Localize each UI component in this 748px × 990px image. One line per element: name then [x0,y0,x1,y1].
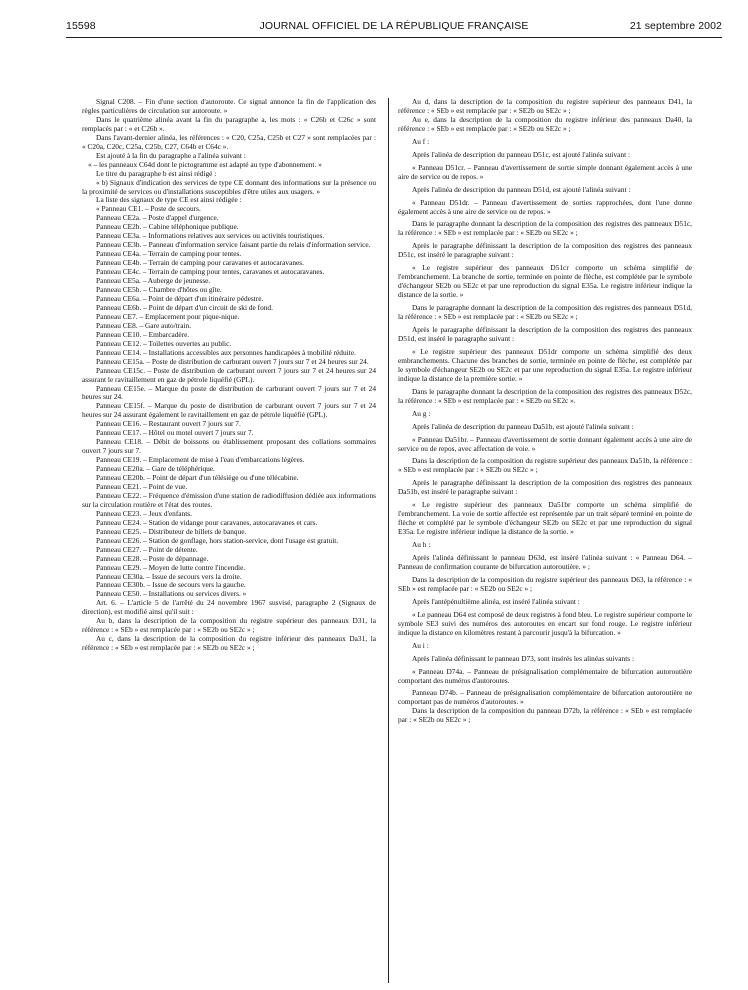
paragraph: Signal C208. – Fin d'une section d'autoroute. Ce signal annonce la fin de l'application des règles particulières de circulation sur autoroute. » [82,97,376,115]
paragraph: « Le registre supérieur des panneaux D51cr comporte un schéma simplifié de l'embranchement. La branche de sortie, terminée en pointe de flèche, est complétée par le symbole d'échangeur SE2b ou SE2c et par une reproduction du signal E35a. Le registre inférieur indique la distance de la sortie. » [398,263,692,300]
paragraph: Après l'alinéa définissant le panneau D63d, est inséré l'alinéa suivant : « Panneau D64. – Panneau de confirmation courante de bifurcation autoroutière. » ; [398,553,692,571]
paragraph: Panneau CE20a. – Gare de téléphérique. [96,464,215,474]
paragraph: Après l'alinéa de description du panneau Da51b, est ajouté l'alinéa suivant : [412,421,634,431]
paragraph: Dans le paragraphe donnant la description de la composition des registres des panneaux D51c, la référence : « SEb » est remplacée par : « SE2b ou SE2c » ; [398,219,692,238]
paragraph: Panneau CE26. – Station de gonflage, hors station-service, dont l'usage est gratuit. [96,535,339,545]
column-divider [388,98,389,983]
paragraph: Panneau CE12. – Toilettes ouvertes au public. [96,338,232,348]
paragraph: Dans la description de la composition du panneau D72b, la référence : « SEb » est remplacée par : « SE2b ou SE2c » ; [398,706,692,725]
paragraph: Panneau CE15c. – Poste de distribution de carburant ouvert 7 jours sur 7 et 24 heures sur 24 assurant le ravitaillement en gaz de pétrole liquéfié (GPL). [82,365,376,384]
paragraph: Panneau CE4c. – Terrain de camping pour tentes, caravanes et autocaravanes. [96,267,325,277]
paragraph: Art. 6. – L'article 5 de l'arrêté du 24 novembre 1967 susvisé, paragraphe 2 (Signaux de direction), est modifié ainsi qu'il suit : [82,598,376,617]
page-header [66,20,722,36]
paragraph: Après le paragraphe définissant la description de la composition des registres des panneaux D51d, est inséré le paragraphe suivant : [398,325,692,343]
paragraph: Après le paragraphe définissant la description de la composition des registres des panneaux D51c, est inséré le paragraphe suivant : [398,241,692,260]
paragraph: « Panneau D74a. – Panneau de présignalisation complémentaire de bifurcation autoroutière comportant des numéros d'autoroutes. [398,666,692,685]
paragraph: Après le paragraphe définissant la description de la composition des registres des panneaux Da51b, est inséré le paragraphe suivant : [398,478,692,497]
paragraph: Panneau CE5b. – Chambre d'hôtes ou gîte. [96,285,222,295]
paragraph: Panneau CE22. – Fréquence d'émission d'une station de radiodiffusion dédiée aux informations sur la circulation routière et l'état des routes. [82,490,376,509]
paragraph: Panneau CE3a. – Informations relatives aux services ou activités touristiques. [96,231,325,241]
paragraph: Panneau CE30b. – Issue de secours vers la gauche. [96,580,246,590]
paragraph: Après l'alinéa de description du panneau D51c, est ajouté l'alinéa suivant : [412,149,630,159]
paragraph: Dans le quatrième alinéa avant la fin du paragraphe a, les mots : « C26b et C26c » sont remplacés par : « et C26b ». [82,114,376,133]
text-columns [82,98,722,983]
paragraph: Panneau CE27. – Point de détente. [96,544,198,554]
left-column [82,98,376,653]
page-number: 15598 [66,20,96,32]
paragraph: Au h : [412,540,431,550]
header-rule [66,37,722,38]
paragraph: Panneau CE24. – Station de vidange pour caravanes, autocaravanes et cars. [96,517,318,527]
paragraph: Au c, dans la description de la composition du registre inférieur des panneaux Da31, la référence : « SEb » est remplacée par : « SE2b ou SE2c » ; [82,634,376,653]
paragraph: Dans le paragraphe donnant la description de la composition des registres des panneaux D51d, la référence : « SEb » est remplacée par : « SE2b ou SE2c » ; [398,303,692,322]
paragraph: Panneau CE29. – Moyen de lutte contre l'incendie. [96,562,246,572]
paragraph: Panneau CE17. – Hôtel ou motel ouvert 7 jours sur 7. [96,428,254,438]
paragraph: Panneau CE2b. – Cabine téléphonique publique. [96,222,239,232]
paragraph: Panneau CE2a. – Poste d'appel d'urgence. [96,213,219,223]
paragraph: Est ajouté à la fin du paragraphe a l'alinéa suivant : [96,150,246,160]
paragraph: Panneau CE15a. – Poste de distribution de carburant ouvert 7 jours sur 7 et 24 heures sur 24. [96,356,369,366]
paragraph: Au e, dans la description de la composition du registre inférieur des panneaux Da40, la référence : « SEb » est remplacée par : « SE2b ou SE2c » ; [398,114,692,133]
paragraph: Au i : [412,640,429,650]
paragraph: Dans le paragraphe donnant la description de la composition des registres des panneaux D52c, la référence : « SEb » est remplacée par : « SE2b ou SE2c ». [398,386,692,405]
paragraph: « b) Signaux d'indication des services de type CE donnant des informations sur la présence ou la proximité de services ou d'installations susceptibles d'être utiles aux usagers. » [82,177,376,196]
paragraph: Après l'alinéa définissant le panneau D73, sont insérés les alinéas suivants : [412,653,634,663]
right-column [398,98,692,725]
paragraph: Panneau CE7. – Emplacement pour pique-nique. [96,311,240,321]
paragraph: « Panneau D51dr. – Panneau d'avertissement de sorties rapprochées, dont l'une donne également accès à une aire de service ou de repos. » [398,197,692,216]
paragraph: Après l'antépénultième alinéa, est inséré l'alinéa suivant : [412,596,580,606]
paragraph: Panneau CE20b. – Point de départ d'un télésiège ou d'une télécabine. [96,473,299,483]
paragraph: « Panneau CE1. – Poste de secours. [96,204,201,214]
paragraph: Panneau CE16. – Restaurant ouvert 7 jours sur 7. [96,419,241,429]
paragraph: Panneau CE18. – Débit de boissons ou établissement proposant des collations sommaires ouvert 7 jours sur 7. [82,437,376,456]
paragraph: Panneau CE14. – Installations accessibles aux personnes handicapées à mobilité réduite. [96,347,356,357]
paragraph: Au d, dans la description de la composition du registre supérieur des panneaux D41, la référence : « SEb » est remplacée par : « SE2b ou SE2c » ; [398,97,692,115]
paragraph: « Le panneau D64 est composé de deux registres à fond bleu. Le registre supérieur comporte le symbole SE3 suivi des numéros des autoroutes en encart sur fond rouge. Le registre inférieur indique la distance en kilomètres restant à parcourir jusqu'à la bifurcation. » [398,609,692,637]
paragraph: Panneau CE4a. – Terrain de camping pour tentes. [96,249,242,259]
paragraph: « Panneau D51cr. – Panneau d'avertissement de sortie simple donnant également accès à une aire de service ou de repos. » [398,162,692,181]
paragraph: Le titre du paragraphe b est ainsi rédigé : [96,168,217,178]
paragraph: Panneau CE5a. – Auberge de jeunesse. [96,276,211,286]
paragraph: Panneau CE50. – Installations ou services divers. » [96,589,247,599]
paragraph: Panneau CE3b. – Panneau d'information service faisant partie du relais d'information service. [96,240,371,250]
paragraph: Panneau CE15e. – Marque du poste de distribution de carburant ouvert 7 jours sur 7 et 24 heures sur 24. [82,383,376,402]
paragraph: Panneau CE4b. – Terrain de camping pour caravanes et autocaravanes. [96,258,304,268]
paragraph: Après l'alinéa de description du panneau D51d, est ajouté l'alinéa suivant : [412,184,631,194]
paragraph: « – les panneaux C64d dont le pictogramme est adapté au type d'abonnement. » [88,159,322,169]
paragraph: Dans la description de la composition du registre supérieur des panneaux D63, la référence : « SEb » est remplacée par : « SE2b ou SE2c » ; [398,574,692,593]
paragraph: Panneau CE21. – Point de vue. [96,481,188,491]
paragraph: « Panneau Da51br. – Panneau d'avertissement de sortie donnant également accès à une aire de service ou de repos, avec affectation de voie. » [398,434,692,453]
paragraph: Panneau CE30a. – Issue de secours vers la droite. [96,571,242,581]
paragraph: Au b, dans la description de la composition du registre supérieur des panneaux D31, la référence : « SEb » est remplacée par : « SE2b ou SE2c » ; [82,616,376,635]
paragraph: Panneau D74b. – Panneau de présignalisation complémentaire de bifurcation autoroutière ne comportant pas de numéros d'autoroutes. » [398,688,692,707]
paragraph: « Le registre supérieur des panneaux Da51br comporte un schéma simplifié de l'embranchement. La voie de sortie affectée est représentée par un trait séparé terminé en pointe de flèche et complété par le symbole d'échangeur SE2b ou SE2c et par une reproduction du signal E35a. Le registre inférieur indique la distance de la sortie. » [398,500,692,537]
paragraph: « Le registre supérieur des panneaux D51dr comporte un schéma simplifié des deux embranchements. Chacune des branches de sortie, terminée en pointe de flèche, est complétée par le symbole d'échangeur SE2b ou SE2c et par une reproduction du signal E35a. Le registre inférieur indique la distance de la première sortie. » [398,346,692,383]
journal-title: JOURNAL OFFICIEL DE LA RÉPUBLIQUE FRANÇAISE [259,20,529,32]
paragraph: Au f : [412,136,430,146]
paragraph: Panneau CE8. – Gare auto/train. [96,320,192,330]
paragraph: Au g : [412,408,431,418]
publication-date: 21 septembre 2002 [629,20,722,32]
paragraph: Panneau CE25. – Distributeur de billets de banque. [96,526,247,536]
paragraph: Panneau CE23. – Jeux d'enfants. [96,508,192,518]
paragraph: Dans la description de la composition du registre supérieur des panneaux Da51b, la référence : « SEb » est remplacée par : « SE2b ou SE2c » ; [398,456,692,475]
paragraph: Panneau CE10. – Embarcadère. [96,329,190,339]
paragraph: Panneau CE6b. – Point de départ d'un circuit de ski de fond. [96,302,273,312]
paragraph: Panneau CE15f. – Marque du poste de distribution de carburant ouvert 7 jours sur 7 et 24 heures sur 24 assurant également le ravitaillement en gaz de pétrole liquéfié (GPL). [82,401,376,420]
paragraph: La liste des signaux de type CE est ainsi rédigée : [96,195,242,205]
paragraph: Panneau CE6a. – Point de départ d'un itinéraire pédestre. [96,293,264,303]
paragraph: Panneau CE28. – Poste de dépannage. [96,553,209,563]
paragraph: Panneau CE19. – Emplacement de mise à l'eau d'embarcations légères. [96,455,305,465]
paragraph: Dans l'avant-dernier alinéa, les références : « C20, C25a, C25b et C27 » sont remplacées par : « C20a, C20c, C25a, C25b, C27, C64b et C64c ». [82,132,376,151]
